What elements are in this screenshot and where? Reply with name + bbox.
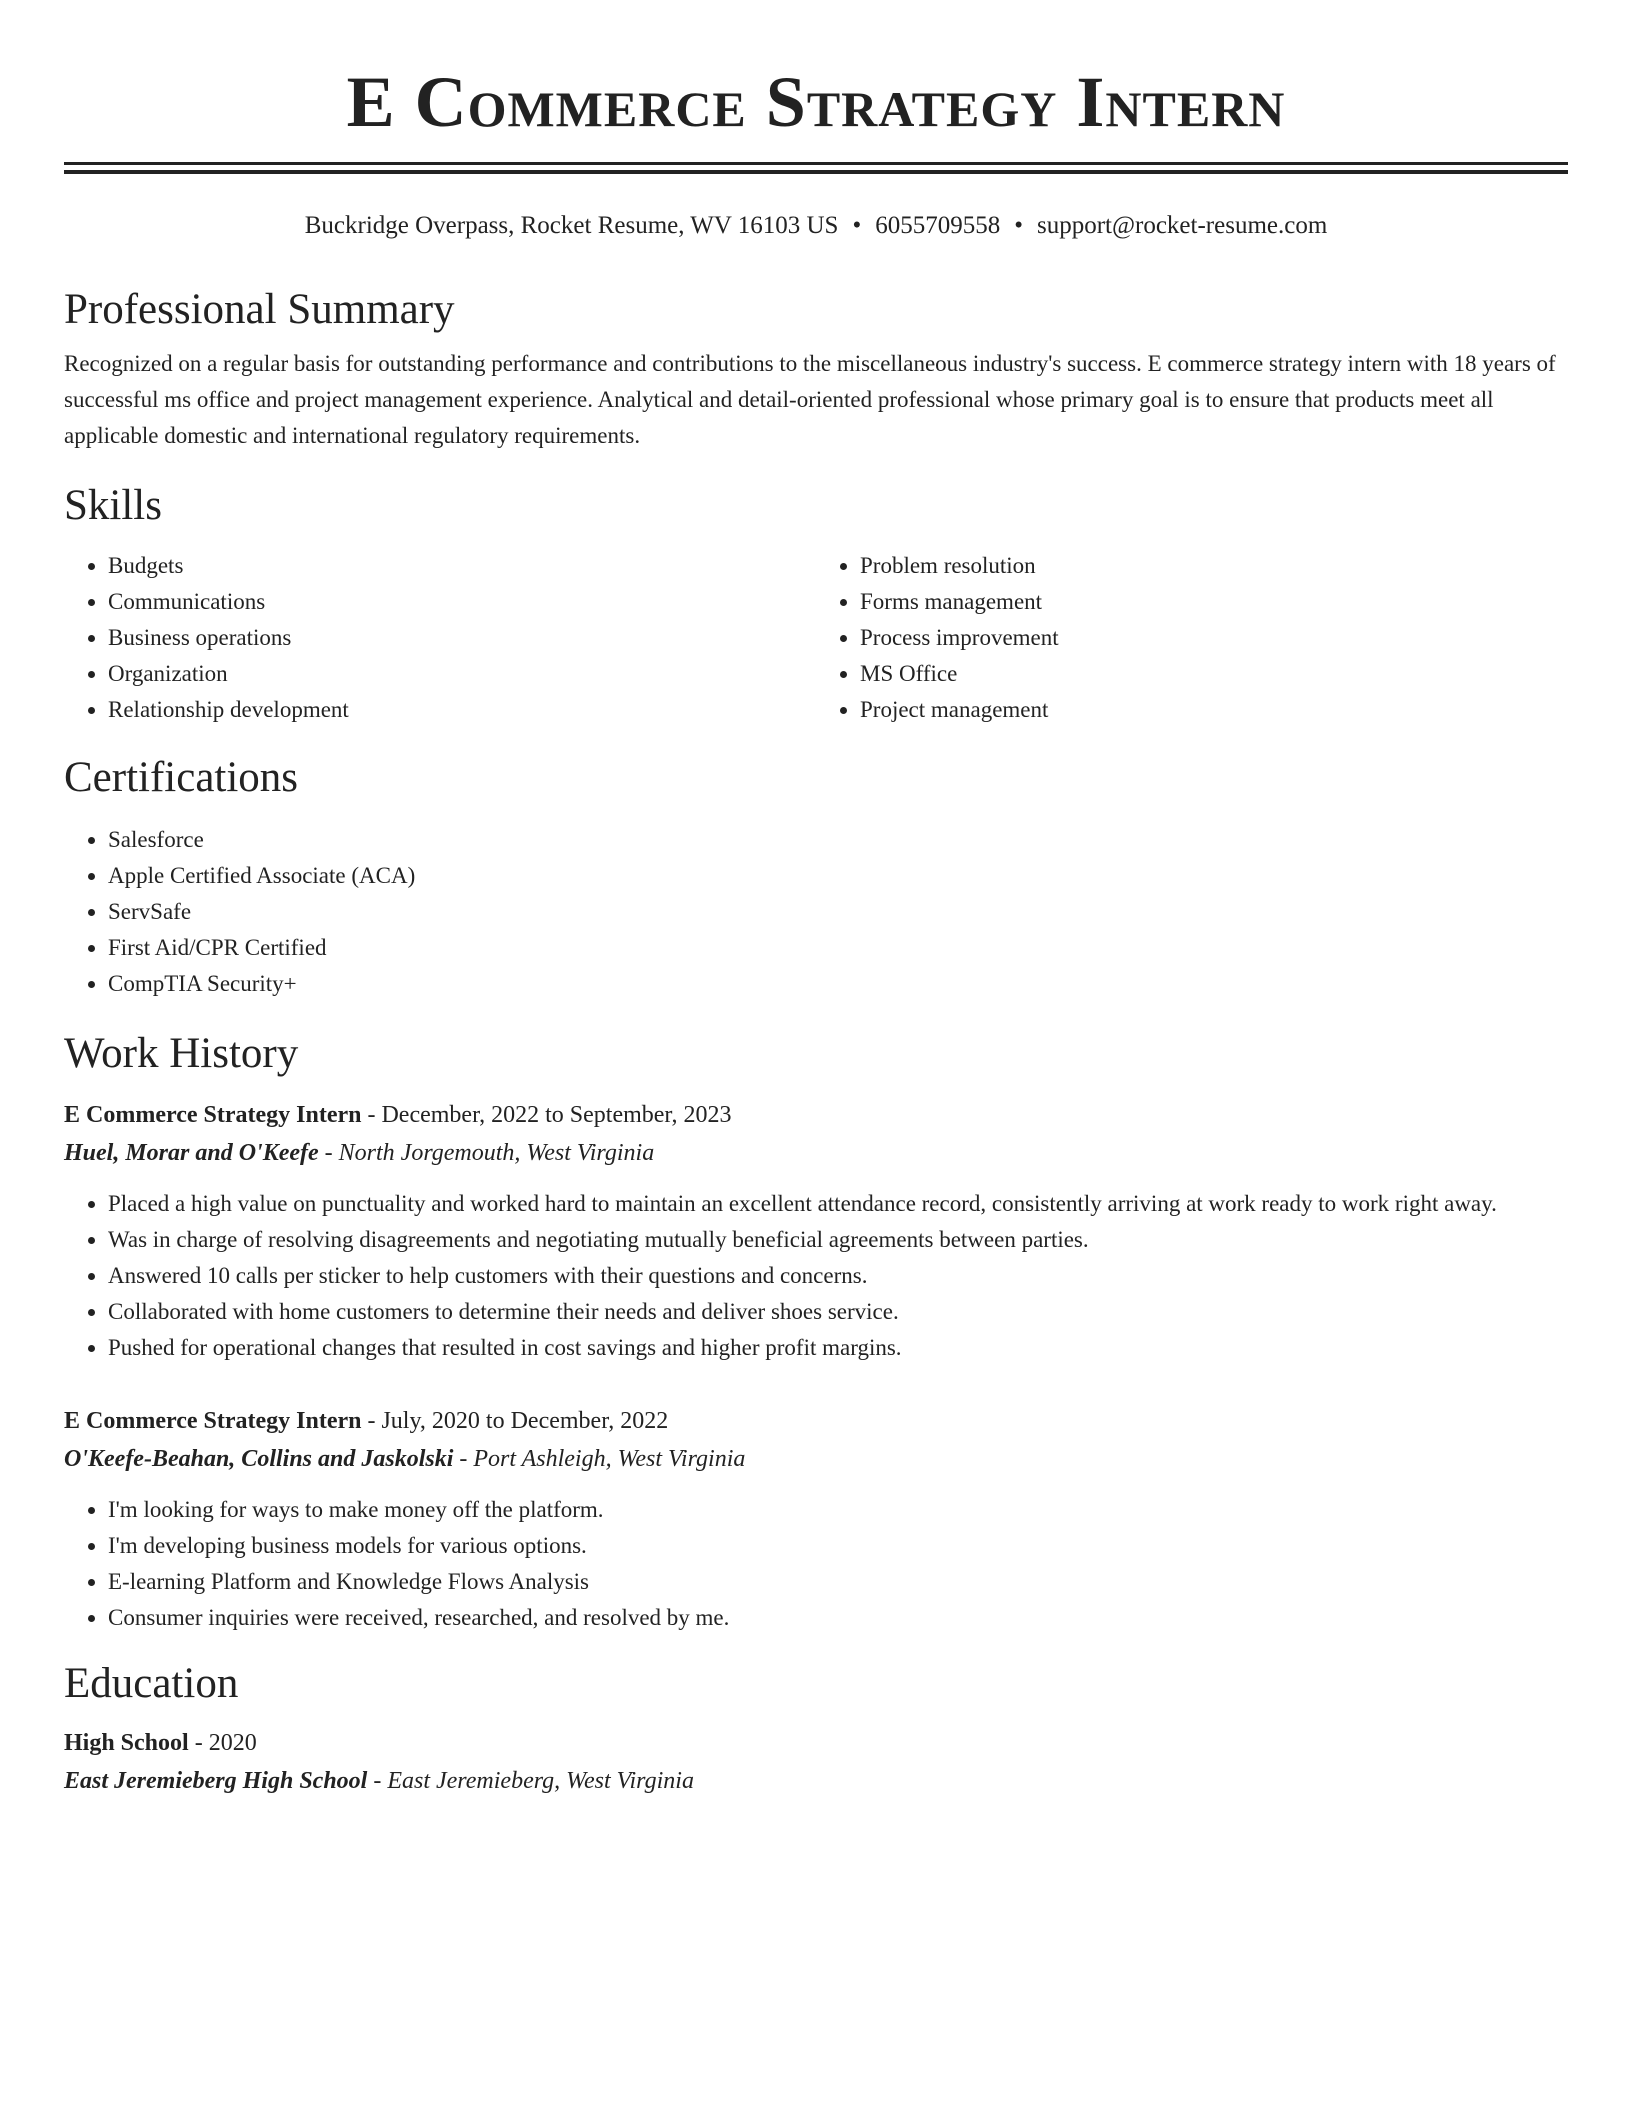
education-school: East Jeremieberg High School <box>64 1768 368 1794</box>
header-divider-top <box>64 162 1568 165</box>
job-company: Huel, Morar and O'Keefe <box>64 1140 319 1166</box>
certification-item: • Apple Certified Associate (ACA) <box>108 858 1568 894</box>
education-year: - 2020 <box>188 1730 257 1756</box>
skill-item: • Process improvement <box>860 620 1568 656</box>
skill-item: • Relationship development <box>108 692 816 728</box>
certification-item: • ServSafe <box>108 894 1568 930</box>
certification-item: • Salesforce <box>108 822 1568 858</box>
job-company-line <box>64 1440 1568 1478</box>
education-location: - East Jeremieberg, West Virginia <box>367 1768 694 1794</box>
job-dates: - December, 2022 to September, 2023 <box>361 1102 732 1128</box>
contact-email: support@rocket-resume.com <box>1036 212 1328 239</box>
contact-phone: 6055709558 <box>875 212 1001 239</box>
education-entry <box>64 1724 1568 1800</box>
job-title-line <box>64 1096 1568 1134</box>
job-company-line <box>64 1134 1568 1172</box>
header-divider-bottom <box>64 170 1568 174</box>
certification-item: • First Aid/CPR Certified <box>108 930 1568 966</box>
summary-text: Recognized on a regular basis for outstanding performance and contributions to the miscellaneous industry's success. E commerce strategy intern with 18 years of successful ms office and project management experience. Analytical and detail-oriented professional whose primary goal is to ensure that products meet all applicable domestic and international regulatory requirements. <box>64 351 1556 448</box>
job-bullet: • I'm looking for ways to make money off the platform. <box>108 1492 1568 1528</box>
job-bullet: • Placed a high value on punctuality and worked hard to maintain an excellent attendance record, consistently arriving at work ready to work right away. <box>108 1186 1568 1222</box>
job-bullets <box>64 1186 1568 1366</box>
skill-item: • Project management <box>860 692 1568 728</box>
skills-columns <box>64 548 1568 728</box>
job-location: - North Jorgemouth, West Virginia <box>318 1140 655 1166</box>
job-bullet: • Pushed for operational changes that resulted in cost savings and higher profit margins. <box>108 1330 1568 1366</box>
skill-item: • Communications <box>108 584 816 620</box>
job-bullet: • Consumer inquiries were received, researched, and resolved by me. <box>108 1600 1568 1636</box>
job-bullets <box>64 1492 1568 1636</box>
job-location: - Port Ashleigh, West Virginia <box>453 1446 746 1472</box>
skills-heading: Skills <box>64 482 162 529</box>
job-title-line <box>64 1402 1568 1440</box>
skill-item: • Business operations <box>108 620 816 656</box>
skill-item: • Organization <box>108 656 816 692</box>
education-degree-line <box>64 1724 1568 1762</box>
work-history-heading: Work History <box>64 1030 299 1077</box>
job-company: O'Keefe-Beahan, Collins and Jaskolski <box>64 1446 454 1472</box>
job-role: E Commerce Strategy Intern <box>64 1102 362 1128</box>
candidate-name: E Commerce Strategy Intern <box>346 62 1286 142</box>
job-bullet: • E-learning Platform and Knowledge Flows Analysis <box>108 1564 1568 1600</box>
skills-list-left <box>64 548 816 728</box>
certifications-list <box>64 822 1568 1002</box>
skills-list-right <box>816 548 1568 728</box>
education-school-line <box>64 1762 1568 1800</box>
education-heading: Education <box>64 1660 239 1707</box>
contact-line <box>64 210 1568 242</box>
skill-item: • Budgets <box>108 548 816 584</box>
job-entry <box>64 1402 1568 1636</box>
education-degree: High School <box>64 1730 189 1756</box>
job-bullet: • Answered 10 calls per sticker to help customers with their questions and concerns. <box>108 1258 1568 1294</box>
contact-address: Buckridge Overpass, Rocket Resume, WV 16103 US <box>304 212 839 239</box>
job-dates: - July, 2020 to December, 2022 <box>361 1408 669 1434</box>
job-bullet: • Collaborated with home customers to determine their needs and deliver shoes service. <box>108 1294 1568 1330</box>
contact-separator: • <box>852 212 862 239</box>
skill-item: • Problem resolution <box>860 548 1568 584</box>
job-bullet: • I'm developing business models for various options. <box>108 1528 1568 1564</box>
skill-item: • MS Office <box>860 656 1568 692</box>
contact-separator: • <box>1014 212 1023 239</box>
certification-item: • CompTIA Security+ <box>108 966 1568 1002</box>
summary-heading: Professional Summary <box>64 286 455 333</box>
job-bullet: • Was in charge of resolving disagreements and negotiating mutually beneficial agreements between parties. <box>108 1222 1568 1258</box>
skill-item: • Forms management <box>860 584 1568 620</box>
job-entry <box>64 1096 1568 1366</box>
certifications-heading: Certifications <box>64 754 299 801</box>
job-role: E Commerce Strategy Intern <box>64 1408 362 1434</box>
